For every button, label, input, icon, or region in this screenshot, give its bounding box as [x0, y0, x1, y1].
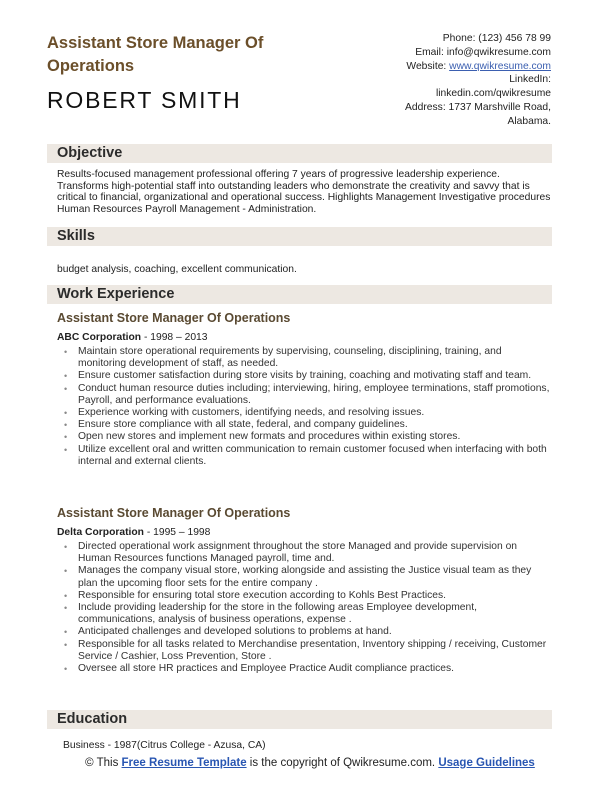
job-bullet: • Anticipated challenges and developed solutions to problems at hand. [78, 626, 552, 638]
education-heading: Education [57, 711, 128, 727]
resume-job-title: Assistant Store Manager Of Operations [47, 34, 264, 75]
job-role: Assistant Store Manager Of Operations [57, 311, 291, 325]
job-bullet-list [57, 346, 552, 468]
skills-heading: Skills [57, 228, 95, 244]
contact-website [351, 60, 551, 74]
job-dates: - 1998 – 2013 [141, 332, 208, 343]
contact-email: Email: info@qwikresume.com [415, 46, 551, 58]
job-company: ABC Corporation [57, 332, 142, 343]
objective-text: Results-focused management professional offering 7 years of progressive leadership experience. Transforms high-potential staff into outstanding leaders who demonstrate the creativity and savvy that is critical to financial, organizational and operational success. Highlights Management Investigative procedures Human Resources Payroll Management - Administration. [57, 169, 551, 215]
job-company: Delta Corporation [57, 527, 144, 538]
job-bullet: • Utilize excellent oral and written communication to remain customer focused when interfacing with both internal and external clients. [78, 444, 552, 468]
contact-linkedin-url: linkedin.com/qwikresume [435, 88, 551, 100]
resume-header [47, 30, 551, 130]
job-bullet: • Include providing leadership for the store in the following areas Employee development, communications, analysis of business operations, expense . [78, 602, 552, 626]
job-bullet: • Experience working with customers, identifying needs, and resolving issues. [78, 407, 552, 419]
job-bullet: • Oversee all store HR practices and Employee Practice Audit compliance practices. [78, 663, 552, 675]
job-bullet: • Maintain store operational requirements by supervising, counseling, disciplining, training, and monitoring development of staff, as needed. [78, 346, 552, 370]
job-bullet: • Open new stores and implement new formats and procedures within existing stores. [78, 431, 552, 443]
job-role: Assistant Store Manager Of Operations [57, 506, 291, 520]
job-bullet: • Conduct human resource duties including; interviewing, hiring, employee terminations, staff promotions, Payroll, and performance evaluations. [78, 383, 552, 407]
contact-block [351, 32, 551, 129]
job-bullet: • Responsible for ensuring total store execution according to Kohls Best Practices. [78, 590, 552, 602]
job-entry [57, 310, 552, 468]
footer-prefix: © This [85, 757, 122, 769]
contact-address-line2: Alabama. [507, 115, 551, 127]
website-label: Website: [406, 60, 450, 72]
usage-guidelines-link[interactable]: Usage Guidelines [438, 757, 535, 769]
job-bullet: • Ensure store compliance with all state, federal, and company guidelines. [78, 419, 552, 431]
job-bullet: • Responsible for all tasks related to Merchandise presentation, Inventory shipping / receiving, Customer Service / Cashier, Loss Prevention, Store . [78, 639, 552, 663]
contact-phone: Phone: (123) 456 78 99 [442, 33, 551, 44]
job-company-line [57, 526, 552, 540]
free-resume-template-link[interactable]: Free Resume Template [121, 757, 247, 769]
job-bullet: • Manages the company visual store, working alongside and assisting the Justice visual team as they plan the upcoming floor sets for the entire company . [78, 565, 552, 589]
footer-middle: is the copyright of Qwikresume.com. [246, 757, 439, 769]
job-dates: - 1995 – 1998 [143, 527, 211, 538]
candidate-name: ROBERT SMITH [47, 87, 242, 113]
job-company-line [57, 331, 552, 345]
work-experience-section-header [47, 285, 552, 304]
contact-address-line1: Address: 1737 Marshville Road, [405, 101, 551, 113]
job-bullet: • Directed operational work assignment throughout the store Managed and provide supervision on Human Resources functions Managed payroll, time and. [78, 541, 552, 565]
job-bullet-list [57, 541, 552, 675]
copyright-footer [80, 757, 540, 771]
education-section-header [47, 710, 552, 729]
objective-section-header [47, 144, 552, 163]
skills-text: budget analysis, coaching, excellent communication. [57, 264, 297, 275]
objective-heading: Objective [57, 145, 123, 161]
job-entry [57, 505, 552, 675]
work-experience-heading: Work Experience [57, 286, 175, 302]
education-entry: Business - 1987(Citrus College - Azusa, CA) [63, 740, 266, 751]
contact-linkedin-label: LinkedIn: [509, 74, 551, 86]
skills-section-header [47, 227, 552, 246]
job-bullet: • Ensure customer satisfaction during store visits by training, coaching and motivating staff and team. [78, 370, 552, 382]
website-link[interactable]: www.qwikresume.com [449, 60, 551, 72]
